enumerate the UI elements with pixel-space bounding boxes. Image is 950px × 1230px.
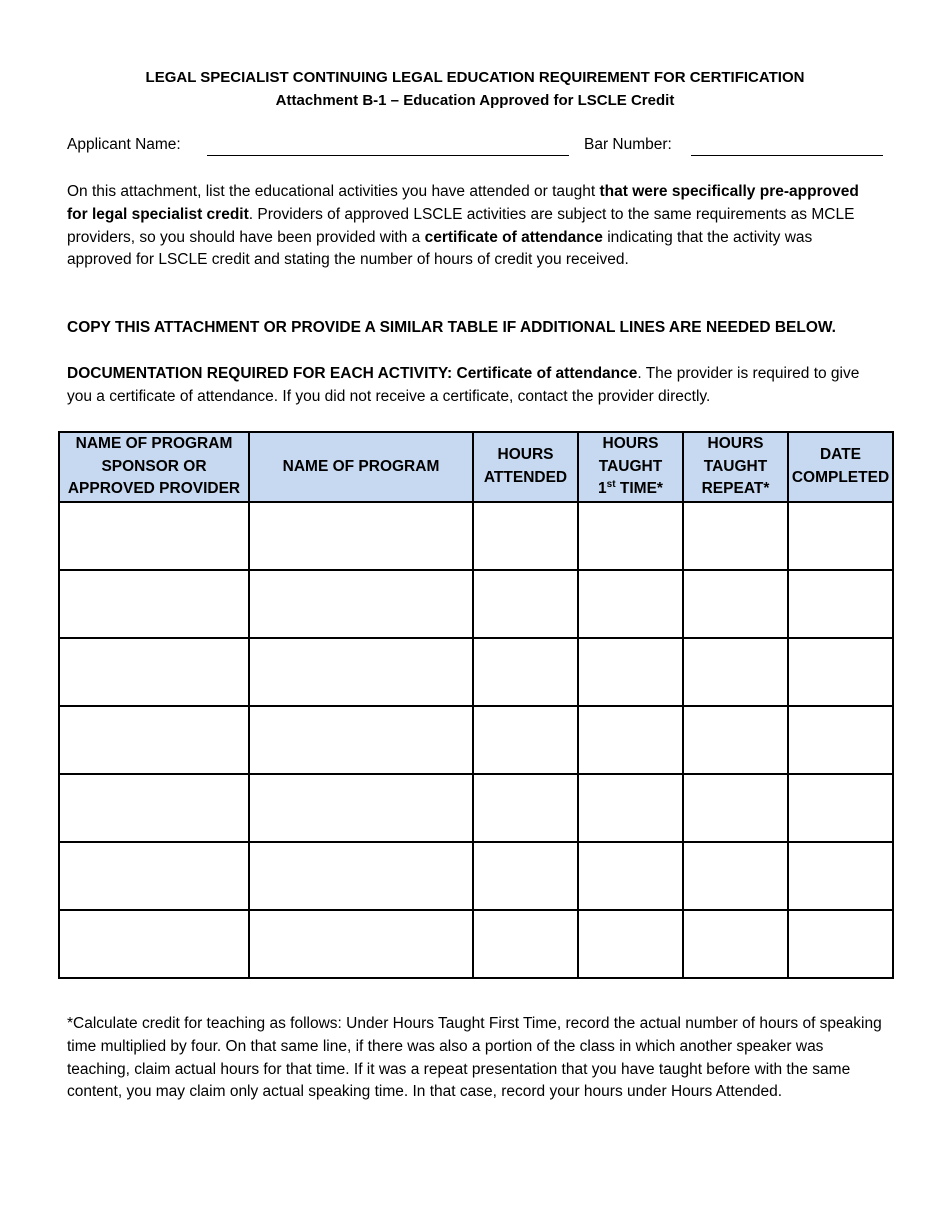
table-row <box>59 774 893 842</box>
cell-date-completed[interactable] <box>788 910 893 978</box>
cell-hours-attended[interactable] <box>473 910 578 978</box>
activities-table <box>58 431 894 979</box>
cell-program[interactable] <box>249 706 473 774</box>
table-row <box>59 502 893 570</box>
header-date-completed: DATE COMPLETED <box>788 432 893 502</box>
table-header-row <box>59 432 893 502</box>
header-hours-attended: HOURS ATTENDED <box>473 432 578 502</box>
cell-hours-taught-first[interactable] <box>578 706 683 774</box>
intro-bold-2: certificate of attendance <box>424 228 603 246</box>
cell-hours-taught-repeat[interactable] <box>683 910 788 978</box>
header-program: NAME OF PROGRAM <box>249 432 473 502</box>
cell-hours-taught-repeat[interactable] <box>683 638 788 706</box>
intro-text-3: indicating that the activity was approved for LSCLE credit and stating the number of hours of credit you received. <box>67 228 813 269</box>
cell-hours-taught-repeat[interactable] <box>683 842 788 910</box>
applicant-fields <box>67 136 887 160</box>
table-row <box>59 910 893 978</box>
cell-program[interactable] <box>249 502 473 570</box>
cell-sponsor[interactable] <box>59 570 249 638</box>
applicant-name-label: Applicant Name: <box>67 136 181 153</box>
applicant-name-field[interactable] <box>207 155 569 156</box>
cell-hours-taught-first[interactable] <box>578 774 683 842</box>
teaching-credit-footnote: *Calculate credit for teaching as follows: Under Hours Taught First Time, record the actual number of hours of speaking time multiplied by four. On that same line, if there was also a portion of the class in which another speaker was teaching, claim actual hours for that time. If it was a repeat presentation that you have taught before with the same content, you may claim only actual speaking time. In that case, record your hours under Hours Attended. <box>67 1015 882 1101</box>
intro-text-1: On this attachment, list the educational activities you have attended or taught <box>67 183 600 200</box>
cell-date-completed[interactable] <box>788 842 893 910</box>
bar-number-label: Bar Number: <box>584 136 672 153</box>
table-row <box>59 638 893 706</box>
cell-sponsor[interactable] <box>59 502 249 570</box>
bar-number-field[interactable] <box>691 155 883 156</box>
cell-hours-taught-first[interactable] <box>578 502 683 570</box>
cell-hours-attended[interactable] <box>473 502 578 570</box>
cell-hours-attended[interactable] <box>473 774 578 842</box>
copy-notice: COPY THIS ATTACHMENT OR PROVIDE A SIMILAR TABLE IF ADDITIONAL LINES ARE NEEDED BELOW. <box>67 319 836 336</box>
header-sponsor: NAME OF PROGRAM SPONSOR OR APPROVED PROVIDER <box>59 432 249 502</box>
cell-sponsor[interactable] <box>59 706 249 774</box>
cell-date-completed[interactable] <box>788 502 893 570</box>
intro-bold-1: that were specifically pre-approved for legal specialist credit <box>67 183 859 223</box>
table-row <box>59 706 893 774</box>
cell-sponsor[interactable] <box>59 910 249 978</box>
cell-hours-taught-repeat[interactable] <box>683 706 788 774</box>
cell-hours-attended[interactable] <box>473 706 578 774</box>
intro-text-2: . Providers of approved LSCLE activities are subject to the same requirements as MCLE providers, so you should have been provided with a <box>67 205 855 246</box>
cell-program[interactable] <box>249 638 473 706</box>
documentation-label: DOCUMENTATION REQUIRED FOR EACH ACTIVITY: Certificate of attendance <box>67 365 638 382</box>
cell-hours-taught-first[interactable] <box>578 570 683 638</box>
instructions-paragraph <box>67 181 867 272</box>
documentation-text: . The provider is required to give you a certificate of attendance. If you did not receive a certificate, contact the provider directly. <box>67 365 860 405</box>
cell-hours-taught-first[interactable] <box>578 910 683 978</box>
table-row <box>59 842 893 910</box>
form-title: LEGAL SPECIALIST CONTINUING LEGAL EDUCATION REQUIREMENT FOR CERTIFICATION <box>145 69 805 86</box>
cell-program[interactable] <box>249 570 473 638</box>
cell-program[interactable] <box>249 774 473 842</box>
cell-hours-attended[interactable] <box>473 638 578 706</box>
cell-program[interactable] <box>249 910 473 978</box>
cell-hours-taught-first[interactable] <box>578 638 683 706</box>
table-row <box>59 570 893 638</box>
cell-hours-attended[interactable] <box>473 570 578 638</box>
documentation-paragraph <box>67 363 867 409</box>
cell-date-completed[interactable] <box>788 774 893 842</box>
cell-sponsor[interactable] <box>59 638 249 706</box>
cell-date-completed[interactable] <box>788 570 893 638</box>
cell-date-completed[interactable] <box>788 706 893 774</box>
cell-hours-taught-repeat[interactable] <box>683 502 788 570</box>
cell-date-completed[interactable] <box>788 638 893 706</box>
cell-sponsor[interactable] <box>59 842 249 910</box>
cell-hours-taught-repeat[interactable] <box>683 774 788 842</box>
header-hours-taught-repeat: HOURS TAUGHT REPEAT* <box>683 432 788 502</box>
header-hours-taught-first: HOURS TAUGHT 1st TIME* <box>578 432 683 502</box>
cell-hours-taught-first[interactable] <box>578 842 683 910</box>
cell-hours-attended[interactable] <box>473 842 578 910</box>
cell-sponsor[interactable] <box>59 774 249 842</box>
cell-hours-taught-repeat[interactable] <box>683 570 788 638</box>
cell-program[interactable] <box>249 842 473 910</box>
form-subtitle: Attachment B-1 – Education Approved for LSCLE Credit <box>275 92 675 109</box>
table-body <box>59 502 893 978</box>
